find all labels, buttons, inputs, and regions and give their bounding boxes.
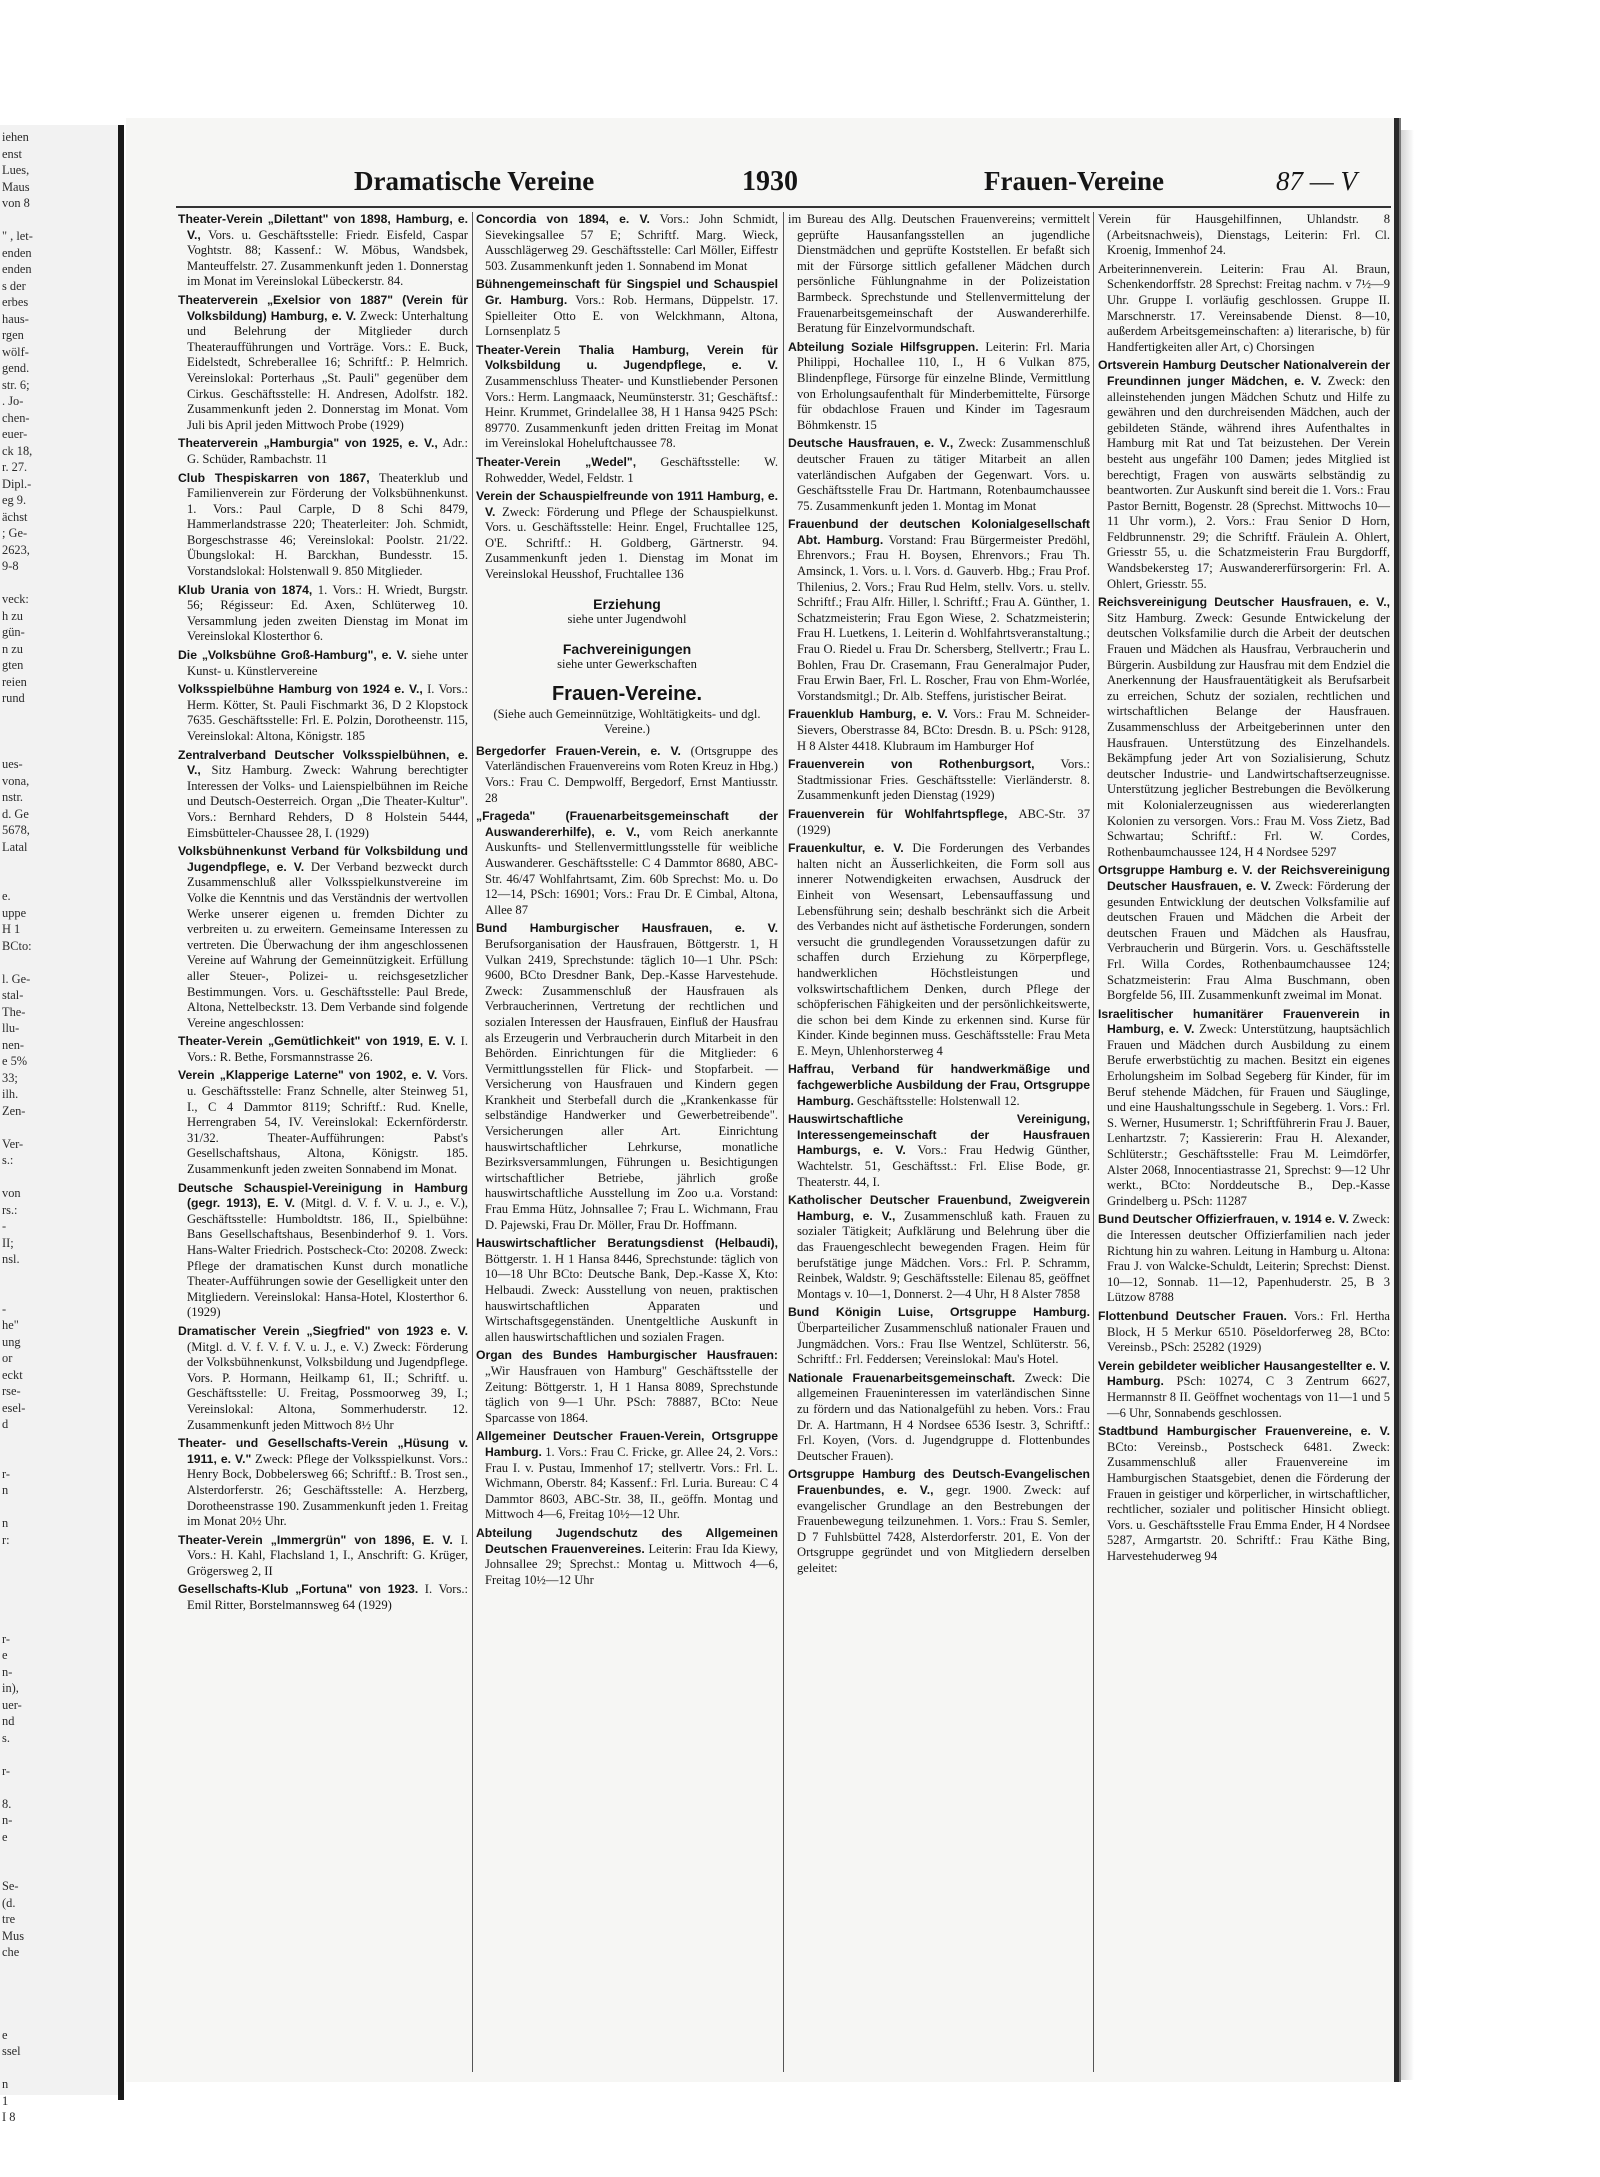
directory-entry (788, 1112, 1090, 1190)
directory-entry (788, 212, 1090, 337)
entry-text: Zweck: Die allgemeinen Fraueninteressen im vaterländischen Sinne zu fördern und das Nationalgefühl zu heben. Vors.: Frau Dr. A. Hartmann, H 4 Nordsee 6536 Isestr. 3, Schriftf.: Frl. Koyen, (Vors. d. Jugendgruppe d. Flottenbundes Deutscher Frauen). (797, 1370, 1090, 1463)
entry-text: I. Vors.: R. Bethe, Forsmannstrasse 26. (187, 1034, 468, 1064)
text-column-2 (476, 212, 778, 1591)
entry-name: Flottenbund Deutscher Frauen. (1098, 1308, 1287, 1323)
directory-entry (476, 455, 778, 486)
directory-entry (788, 841, 1090, 1059)
directory-entry (178, 436, 468, 467)
text-column-4 (1098, 212, 1390, 1567)
entry-name: Volksbühnenkunst Verband für Volksbildung und Jugendpflege, e. V. (178, 844, 468, 874)
entry-text: Verein für Hausgehilfinnen, Uhlandstr. 8 (Arbeitsnachweis), Dienstags, Leiterin: Frl. Cl. Kroenig, Immenhof 24. (1098, 212, 1390, 258)
facing-page-edge (0, 125, 118, 2124)
header-year: 1930 (742, 166, 798, 197)
entry-name: Abteilung Soziale Hilfsgruppen. (788, 339, 979, 354)
directory-entry (178, 748, 468, 842)
entry-name: Bund Deutscher Offizierfrauen, v. 1914 e. V. (1098, 1212, 1350, 1227)
header-right-title: Frauen-Vereine (984, 166, 1164, 196)
entry-name: Abteilung Jugendschutz des Allgemeinen Deutschen Frauenvereines. (476, 1525, 778, 1556)
entry-text: (Ortsgruppe des Vaterländischen Frauenvereins vom Roten Kreuz in Hbg.) Vors.: Frau C. Dempwolff, Bergedorf, Ernst Mantiusstr. 28 (485, 743, 778, 805)
entry-text: Geschäftsstelle: Holstenwall 12. (857, 1093, 1020, 1108)
entry-name: Theater-Verein „Wedel", (476, 454, 637, 469)
directory-entry (788, 807, 1090, 838)
directory-entry (476, 744, 778, 806)
column-divider (472, 212, 473, 2072)
directory-entry (788, 1467, 1090, 1576)
directory-entry (476, 212, 778, 274)
directory-entry (476, 1429, 778, 1523)
directory-entry (1098, 358, 1390, 592)
entry-text: I. Vors.: H. Kahl, Flachsland 1, I., Anschrift: G. Krüger, Grögersweg 2, II (187, 1532, 468, 1578)
book-page (126, 118, 1399, 2082)
directory-entry (1098, 863, 1390, 1003)
directory-entry (1098, 1212, 1390, 1306)
directory-entry (178, 293, 468, 433)
entry-name: Frauenverein von Rothenburgsort, (788, 757, 1035, 772)
entry-name: Ortsverein Hamburg Deutscher Nationalverein der Freundinnen junger Mädchen, e. V. (1098, 358, 1390, 388)
entry-name: Theater-Verein „Immergrün" von 1896, E. V. (178, 1532, 453, 1547)
directory-entry (178, 682, 468, 744)
text-column-1 (178, 212, 468, 1617)
directory-entry (1098, 212, 1390, 259)
entry-text: Zweck: Unterhaltung und Belehrung der Mitglieder durch Theateraufführungen und Vorträge. Vors.: E. Buck, Eidelstedt, Schreberallee 16; Schriftf.: P. Helmrich. Vereinslokal: Porterhaus „St. Pauli" gegenüber dem Cirkus. Geschäftsstelle: H. Andresen, Adolfstr. 182. Zusammenkunft jeden 2. Donnerstag im Monat. Vom Juli bis April jeden Mittwoch Probe (1929) (187, 308, 468, 432)
directory-entry (476, 1236, 778, 1345)
entry-text: gegr. 1900. Zweck: auf evangelischer Grundlage an den Bestrebungen der Frauenbewegung teilzunehmen. 1. Vors.: Frau S. Semler, D 7 Fuhlsbüttel 7428, Alsterdorferstr. 201, E. Von der Ortsgruppe gegründet und von Mitgliedern derselben geleitet: (797, 1482, 1090, 1575)
entry-text: Zweck: die Interessen deutscher Offizierfamilien nach jeder Richtung hin zu wahren. Leitung in Hamburg u. Altona: Frau J. von Walcke-Schuldt, Leiterin; Sprechst: Dienst. 10—12, Sonnab. 11—12, Papenhuderstr. 25, B 3 Lützow 8788 (1107, 1212, 1390, 1305)
entry-name: Theater-Verein „Dilettant" von 1898, Hamburg, e. V., (178, 212, 468, 242)
directory-entry (476, 489, 778, 583)
header-rule (176, 206, 1391, 208)
section-note: siehe unter Jugendwohl (567, 612, 687, 627)
directory-entry (476, 809, 778, 918)
section-title: Erziehung (593, 595, 661, 612)
entry-name: Nationale Frauenarbeitsgemeinschaft. (788, 1370, 1016, 1385)
directory-entry (178, 1533, 468, 1580)
directory-entry (788, 1193, 1090, 1302)
entry-text: Vors.: Frau M. Schneider-Sievers, Oberstrasse 84, BCto: Dresdn. B. u. PSch: 9128, H 8 Alster 4418. Klubraum im Hamburger Hof (797, 707, 1090, 753)
entry-name: Klub Urania von 1874, (178, 582, 313, 597)
entry-name: Deutsche Schauspiel-Vereinigung in Hamburg (gegr. 1913), E. V. (178, 1180, 468, 1211)
entry-name: Theater- und Gesellschafts-Verein „Hüsung v. 1911, e. V." (178, 1436, 468, 1466)
directory-entry (178, 471, 468, 580)
section-title: Fachvereinigungen (562, 640, 692, 657)
directory-entry (476, 277, 778, 339)
entry-name: Verein „Klapperige Laterne" von 1902, e. V. (178, 1068, 438, 1083)
entry-name: Allgemeiner Deutscher Frauen-Verein, Ortsgruppe Hamburg. (476, 1429, 778, 1459)
entry-text: Böttgerstr. 1. H 1 Hansa 8446, Sprechstunde: täglich von 10—18 Uhr BCto: Deutsche Bank, Dep.-Kasse X, Kto: Helbaudi. Zweck: Ausstellung von neuen, praktischen hauswirtschaftlichen Apparaten und Wirtschaftsgegenständen. Unentgeltliche Auskunft in allen hauswirtschaftlichen und sozialen Fragen. (485, 1251, 778, 1344)
entry-text: Vors.: Rob. Hermans, Düppelstr. 17. Spielleiter Otto E. von Welckhmann, Altona, Lornsenplatz 5 (485, 292, 779, 339)
directory-entry (178, 648, 468, 679)
entry-text: siehe unter Kunst- u. Künstlervereine (187, 648, 468, 678)
directory-entry (788, 1371, 1090, 1465)
entry-text: Vors. u. Geschäftsstelle: Franz Schnelle, alter Steinweg 51, I., C 4 Dammtor 8119; Schriftf.: Rud. Knelle, Herrengraben 54, IV. Vereinslokal: Eckernförderstr. 31/32. Theater-Aufführungen: Pabst's Gesellschaftshaus, Altona, Königstr. 185. Zusammenkunft jeden zweiten Sonnabend im Monat. (187, 1068, 468, 1177)
entry-name: Theaterverein „Exelsior von 1887" (Verein für Volksbildung) Hamburg, e. V. (178, 292, 468, 323)
entry-text: Zusammenschluss Theater- und Kunstliebender Personen Vors.: Herm. Langmaack, Neumünsterstr. 31; Geschäftsf.: Heinr. Krummet, Grindelallee 38, H 1 Hansa 9425 PSch: 89770. Zusammenkunft jeden dritten Freitag im Monat im Vereinslokal Hoheluftchaussee 78. (485, 373, 778, 451)
entry-name: Frauenklub Hamburg, e. V. (788, 707, 948, 722)
directory-entry (788, 517, 1090, 704)
entry-text: Vors.: Stadtmissionar Fries. Geschäftsstelle: Vierländerstr. 8. Zusammenkunft jeden Dienstag (1929) (797, 757, 1090, 803)
entry-name: Gesellschafts-Klub „Fortuna" von 1923. (178, 1582, 419, 1597)
directory-entry (788, 1062, 1090, 1109)
directory-entry (788, 707, 1090, 754)
column-divider (1093, 212, 1094, 2072)
entry-name: Organ des Bundes Hamburgischer Hausfrauen: (476, 1348, 778, 1363)
directory-entry (476, 1526, 778, 1588)
entry-name: Die „Volksbühne Groß-Hamburg", e. V. (178, 648, 408, 663)
entry-name: Club Thespiskarren von 1867, (178, 470, 370, 485)
page-number: 87 — V (1276, 166, 1357, 196)
entry-name: „Frageda" (Frauenarbeitsgemeinschaft der Auswandererhilfe), e. V., (476, 809, 778, 839)
directory-entry (788, 340, 1090, 434)
entry-text: Zweck: Förderung der gesunden Entwicklung der deutschen Volksfamilie auf deutschen Frauen und Mädchen die Arbeit der deutschen Frauen und Mädchen als Hausfrau, Verbraucherin und Bürgerin. Vors. u. Geschäftsstelle Frl. Willa Cordes, Rothenbaumchaussee 124; Schatzmeisterin: Frau Alma Buschmann, oben Borgfelde 56, III. Zusammenkunft zweimal im Monat. (1107, 878, 1390, 1003)
entry-text: Leiterin: Frl. Maria Philippi, Hochallee 110, I., H 6 Vulkan 875, Blindenpflege, Fürsorge für einzelne Blinde, Vermittlung von Erholungsaufenthalt für Minderbemittelte, Fürsorge für obdachlose Frauen und Kinder im Tagesraum Böhmkenstr. 15 (797, 339, 1090, 432)
entry-text: Zusammenschluß kath. Frauen zu sozialer Tätigkeit; Aufklärung und Belehrung über die das Frauengeschlecht bewegenden Fragen. Heim für berufstätige junge Mädchen. Vors.: Frl. P. Schramm, Reinbek, Waldstr. 9; Geschäftsstelle: Eilenau 85, geöffnet Montags v. 10—1, Donnerst. 2—4 Uhr, H 8 Alster 7858 (797, 1208, 1090, 1301)
entry-text: Leiterin: Frau Ida Kiewy, Johnsallee 29; Sprechst.: Montag u. Mittwoch 4—6, Freitag 10½—12 Uhr (485, 1541, 778, 1587)
entry-text: Sitz Hamburg. Zweck: Wahrung berechtigter Interessen der Volks- und Laienspielbühnen im Reiche und Deutsch-Oesterreich. Organ „Die Theater-Kultur". Vors.: Bernhard Rehders, D 8 Holstein 5444, Eimsbütteler-Chaussee 28, I. (1929) (187, 763, 468, 840)
section-fachvereinigungen (476, 642, 778, 673)
entry-name: Haffrau, Verband für handwerkmäßige und fachgewerbliche Ausbildung der Frau, Ortsgruppe Hamburg. (788, 1062, 1090, 1108)
entry-text: Geschäftsstelle: W. Rohwedder, Wedel, Feldstr. 1 (485, 454, 778, 485)
directory-entry (178, 844, 468, 1031)
running-header (126, 166, 1394, 204)
directory-entry (476, 343, 778, 452)
directory-entry (1098, 1424, 1390, 1564)
column-divider (783, 212, 784, 2072)
entry-text: Arbeiterinnenverein. Leiterin: Frau Al. Braun, Schenkendorffstr. 28 Sprechst: Freitag nachm. v 7½—9 Uhr. Gruppe I. vorläufig geschlossen. Gruppe II. Marschnerstr. 17. Vereinsabende Dienst. 8—10, außerdem Arbeitsgemeinschaften: a) literarische, b) für Handfertigkeiten aller Art, c) Chorsingen (1098, 261, 1390, 354)
entry-name: Theater-Verein Thalia Hamburg, Verein für Volksbildung u. Jugendpflege, e. V. (476, 342, 778, 373)
entry-name: Bergedorfer Frauen-Verein, e. V. (476, 743, 681, 758)
directory-entry (178, 583, 468, 645)
directory-entry (1098, 1007, 1390, 1210)
entry-text: Zweck: Unterstützung, hauptsächlich Frauen und Mädchen durch Ausbildung zu einem Berufe erwerbstüchtig zu machen. Besitzt ein eigenes Erholungsheim im Solbad Segeberg für Kinder, für im Beruf stehende Mädchen, für Frauen und Säuglinge, und eine Haushaltungsschule in Segeberg. 1. Vors.: Frl. S. Werner, Husumerstr. 1; Schriftführerin Frau J. Bauer, Lenhartzstr. 7; Kassiererin: Frau H. Alexander, Schlüterstr.; Geschäftsstelle: Frau M. Leimdörfer, Alster 2068, Innocentiastrasse 21, Sprechst: 9—12 Uhr werkt., BCto: Norddeutsche B., Dep.-Kasse Grindelberg u. PSch: 11287 (1107, 1022, 1390, 1208)
entry-text: PSch: 10274, C 3 Zentrum 6627, Hermannstr 8 II. Geöffnet wochentags von 11—1 und 5—6 Uhr, Sonnabends geschlossen. (1107, 1374, 1390, 1420)
section-heading-frauen-vereine: Frauen-Vereine. (551, 683, 703, 706)
entry-name: Stadtbund Hamburgischer Frauenvereine, e. V. (1098, 1424, 1390, 1439)
entry-name: Theaterverein „Hamburgia" von 1925, e. V., (178, 436, 438, 451)
entry-name: Ortsgruppe Hamburg e. V. der Reichsvereinigung Deutscher Hausfrauen, e. V. (1098, 863, 1390, 893)
entry-text: I. Vors.: Emil Ritter, Borstelmannsweg 64 (1929) (187, 1582, 468, 1613)
entry-text: Vors.: Frau Hedwig Günther, Wachtelstr. 51, Geschäftsst.: Frl. Elise Bode, gr. Theaterstr. 44, I. (797, 1143, 1090, 1189)
directory-entry (178, 1034, 468, 1065)
entry-text: Zweck: Zusammenschluß deutscher Frauen zu tätiger Mitarbeit an allen vaterländischen Aufgaben der Gegenwart. Vors. u. Geschäftsstelle Frau Dr. Hartmann, Rotenbaumchaussee 75. Zusammenkunft jeden 1. Montag im Monat (797, 436, 1090, 513)
entry-text: Theaterklub und Familienverein zur Förderung der Volksbühnenkunst. 1. Vors.: Paul Carple, D 8 Schi 8479, Hammerlandstrasse 220; Theaterleiter: Joh. Schmidt, Borgeschstrasse 46; Vereinslokal: Poolstr. 21/22. Übungslokal: H. Barckhan, Bundesstr. 15. Vorstandslokal: Holstenwall 9. 850 Mitglieder. (187, 470, 468, 579)
entry-text: Überparteilicher Zusammenschluß nationaler Frauen und Jungmädchen. Vors.: Frau Ilse Wentzel, Schlüterstr. 56, Schriftf.: Frl. Feddersen; Vereinslokal: Mau's Hotel. (797, 1320, 1090, 1367)
entry-text: Adr.: G. Schüder, Rambachstr. 11 (187, 436, 468, 466)
entry-text: Vorstand: Frau Bürgermeister Predöhl, Ehrenvors.; Frau H. Boysen, Ehrenvors.; Frau Th. Amsinck, 1. Vors. u. l. Vors. d. Gauverb. Hbg.; Frau Prof. Thilenius, 2. Vors.; Frau Rud Helm, stellv. Vors. u. stellv. Schriftf.; Frau Alfr. Hiller, l. Schriftf.; Frau A. Günther, 1. Schatzmeisterin; Frau Egon Wiese, 2. Schatzmeisterin; Frau H. Luetkens, 1. Leiterin d. Wohlfahrtsveranstaltung.; Frau O. Riedel u. Frau Dr. Schersberg, Stellvertr.; Frau L. Bohlen, Frau Dr. Crasemann, Frau Generalmajor Puder, Frau Erwin Baer, Frl. L. Roscher, Frau von Ehm-Worlée, Vorstandsmitgl.; Dr. Alb. Steffens, juristischer Beirat. (797, 532, 1090, 703)
entry-name: Concordia von 1894, e. V. (476, 212, 650, 226)
directory-entry (1098, 1309, 1390, 1356)
entry-text: Vors. u. Geschäftsstelle: Friedr. Eisfeld, Caspar Voghtstr. 88; Kassenf.: W. Möbus, Wandsbek, Manteuffelstr. 27. Zusammenkunft jeden 1. Donnerstag im Monat im Vereinslokal Lübeckerstr. 84. (187, 227, 468, 289)
entry-text: Zweck: Förderung und Pflege der Schauspielkunst. Vors. u. Geschäftsstelle: Heinr. Engel, Fruchtallee 125, O'E. Schriftf.: H. Goldberg, Gärtnerstr. 94. Zusammenkunft jeden 1. Dienstag im Monat im Vereinslokal Heusshof, Fruchtallee 136 (485, 504, 778, 582)
directory-entry (178, 1068, 468, 1177)
entry-text: Berufsorganisation der Hausfrauen, Böttgerstr. 1, H Vulkan 2419, Sprechstunde: täglich 10—1 Uhr. PSch: 9600, BCto Dresdner Bank, Dep.-Kasse Harvestehude. Zweck: Zusammenschluß der Hausfrauen als Verbraucherinnen, Vertretung der rechtlichen und sozialen Interessen der Hausfrauen, Einfluß der Hausfrau als Erzeugerin und Verbraucherin durch Mitarbeit in den Behörden. Einrichtungen für die Mitglieder: 6 Vermittlungsstellen für Flick- und Stopfarbeit. — Versicherung von Hausfrauen und Kindern gegen Krankheit und Sterbefall durch die „Krankenkasse für selbständige Handwerker und Gewerbetreibende". Versicherungen aller Art. Einrichtung hauswirtschaftlicher Lehrkurse, monatliche Bezirksversammlungen, Führungen u. Besichtigungen wirtschaftlicher Betriebe, jährlich große hauswirtschaftliche Ausstellung im Zoo u.a. Vorstand: Frau Emma Hütz, Johnsallee 7; Frau L. Wichmann, Frau D. Pajewski, Frau Dr. Möller, Frau Dr. Hoffmann. (485, 936, 778, 1232)
directory-entry (178, 212, 468, 290)
directory-entry (178, 1582, 468, 1613)
entry-text: 1. Vors.: H. Wriedt, Burgstr. 56; Régisseur: Ed. Axen, Schlüterweg 10. Versammlung jeden zweiten Dienstag im Monat im Vereinslokal Klosterthor 6. (187, 582, 468, 644)
section-heading-note: (Siehe auch Gemeinnützige, Wohltätigkeits- und dgl. Vereine.) (493, 706, 761, 737)
entry-name: Reichsvereinigung Deutscher Hausfrauen, e. V., (1098, 595, 1390, 610)
entry-name: Zentralverband Deutscher Volksspielbühnen, e. V., (178, 747, 468, 778)
directory-entry (788, 757, 1090, 804)
directory-entry (178, 1181, 468, 1321)
directory-entry (476, 921, 778, 1233)
entry-name: Volksspielbühne Hamburg von 1924 e. V., (178, 682, 423, 697)
entry-name: Frauenkultur, e. V. (788, 841, 904, 856)
entry-text: Zweck: Pflege der Volksspielkunst. Vors.: Henry Bock, Dobbelersweg 66; Schriftf.: B. Trost sen., Alsterdorferstr. 26; Geschäftsstelle: A. Herzberg, Dorotheenstrasse 190. Zusammenkunft jeden 1. Freitag im Monat 20½ Uhr. (187, 1451, 468, 1529)
entry-name: Frauenbund der deutschen Kolonialgesellschaft Abt. Hamburg. (788, 517, 1090, 547)
entry-text: Sitz Hamburg. Zweck: Gesunde Entwickelung der deutschen Volksfamilie durch die Arbeit der deutschen Frauen und Mädchen als Hausfrau, Verbraucherin und Bürgerin. Ausbildung zur Hausfrau mit dem Endziel die Anerkennung der Hausfrauentätigkeit als Berufsarbeit zu erreichen, Schutz der sozialen, rechtlichen und wirtschaftlichen Belange der Hausfrauen. Zusammenschluss der Arbeitgeberinnen unter den Hausfrauen. Unterstützung des Einzelhandels. Bekämpfung jeder Art von Sozialisierung, Schutz deutscher Industrie- und Landwirtschaftserzeugnisse. Unterstützung jeglicher Bestrebungen die Bevölkerung mit Kolonialerzeugnissen aus wiedererlangten Kolonien zu versorgen. Vors.: Frau M. Voss Zietz, Bad Schwartau; Schriftf.: Frl. W. Cordes, Rothenbaumchaussee 124, H 4 Nordsee 5297 (1107, 610, 1390, 859)
entry-text: 1. Vors.: Frau C. Fricke, gr. Allee 24, 2. Vors.: Frau I. v. Pustau, Immenhof 17; stellvertr. Vors.: Frl. L. Wichmann, Oberstr. 84; Kassenf.: Frl. Luria. Bureau: C 4 Dammtor 8603, ABC-Str. 38, II., geöffn. Montag und Mittwoch 4—6, Freitag 10½—12 Uhr. (485, 1444, 778, 1522)
text-column-3 (788, 212, 1090, 1579)
book-spine (118, 125, 124, 2100)
directory-entry (178, 1324, 468, 1433)
directory-entry (788, 1305, 1090, 1367)
entry-name: Israelitischer humanitärer Frauenverein in Hamburg, e. V. (1098, 1006, 1390, 1037)
entry-name: Frauenverein für Wohlfahrtspflege, (788, 806, 1008, 821)
entry-text: ABC-Str. 37 (1929) (797, 806, 1090, 837)
entry-name: Dramatischer Verein „Siegfried" von 1923 e. V. (178, 1323, 468, 1338)
directory-entry (1098, 1359, 1390, 1421)
entry-name: Hauswirtschaftlicher Beratungsdienst (Helbaudi), (476, 1236, 778, 1251)
entry-text: Der Verband bezweckt durch Zusammenschluß aller Volksspielkunstvereine im Volke die Kenntnis und das Verständnis der wertvollen Werke unserer eigenen u. fremden Dichter zu verbreiten u. zu erweitern. Gemeinsame Interessen zu vertreten. Die Überwachung der ihm angeschlossenen Vereine auf Wahrung der Gemeinnützigkeit. Erfüllung aller Steuer-, Polizei- u. reichsgesetzlicher Bestimmungen. Vors. u. Geschäftsstelle: Paul Brede, Altona, Nettelbeckstr. 13. Dem Verbande sind folgende Vereine angeschlossen: (187, 859, 468, 1030)
entry-name: Bund Königin Luise, Ortsgruppe Hamburg. (788, 1305, 1090, 1320)
directory-entry (178, 1436, 468, 1530)
entry-text: Zweck: den alleinstehenden jungen Mädchen Schutz und Hilfe zu gewähren und den durchreisenden Mädchen, auch der gebildeten Stände, während ihres Aufenthaltes in Hamburg mit Rat und Tat beizustehen. Der Verein besteht aus ungefähr 100 Damen; jedes Mitglied ist berechtigt, Fragen von auswärts selbständig zu beantworten. Zur Auskunft sind bereit die 1. Vors.: Frau Pastor Bernitt, Bogenstr. 28 (Sprechst. Mittwochs 10—11 Uhr vorm.), 2. Vors.: Frau Senior D Horn, Feldbrunnenstr. 29; die Schriftf. Fräulein A. Ohlert, Griesstr 55, u. die Schatzmeisterin Frau Burgdorff, Wandsbekersteg 17; Auswandererfürsorgerin: Frl. A. Ohlert, Griesstr. 55. (1107, 373, 1390, 591)
entry-text: „Wir Hausfrauen von Hamburg" Geschäftsstelle der Zeitung: Böttgerstr. 1, H 1 Hansa 8089, Sprechstunde täglich von 9—1 Uhr. PSch: 78887, BCto: Neue Sparcasse von 1864. (485, 1363, 778, 1425)
entry-name: Hauswirtschaftliche Vereinigung, Interessengemeinschaft der Hausfrauen Hamburgs, e. V. (788, 1112, 1090, 1158)
entry-name: Bund Hamburgischer Hausfrauen, e. V. (476, 921, 778, 936)
entry-text: I. Vors.: Herm. Kötter, St. Pauli Fischmarkt 36, D 2 Klopstock 7635. Geschäftsstelle: Frl. E. Polzin, Dorotheenstr. 115, Vereinslokal: Altona, Königstr. 185 (187, 682, 468, 743)
directory-entry (788, 436, 1090, 514)
directory-entry (1098, 262, 1390, 356)
entry-name: Bühnengemeinschaft für Singspiel und Schauspiel Gr. Hamburg. (476, 277, 778, 307)
entry-name: Verein der Schauspielfreunde von 1911 Hamburg, e. V. (476, 489, 778, 519)
entry-text: (Mitgl. d. V. f. V. f. V. u. J., e. V.) Zweck: Förderung der Volksbühnenkunst, Volksbildung und Jugendpflege. Vors. P. Hormann, Heilkamp 61, II.; Schriftf. u. Geschäftsstelle: U. Freitag, Possmoorweg 39, I.; Vereinslokal: Altona, Sommerhuderstr. 12. Zusammenkunft jeden Mittwoch 8½ Uhr (187, 1339, 468, 1432)
section-note: siehe unter Gewerkschaften (557, 657, 697, 672)
facing-page-fragment: iehen enst Lues, Maus von 8 " , let- enden enden s der erbes haus- rgen wölf- gend. str. 6; . Jo- chen- euer- ck 18, r. 27. Dipl.- eg 9. ächst ; Ge- 2623, 9-8 veck: h zu gün- n zu gten reien rund ues- vona, nstr. d. Ge 5678, Latal e. uppe H 1 BCto: l. Ge- stal- The- llu- nen- e 5% 33; ilh. Zen- Ver- s.: von rs.: - II; nsl. - he" ung or eckt rse- esel- d r- n n r: r- e n- in), uer- nd s. r- 8. n- e Se- (d. tre Mus che e ssel n 1 I 8 (2, 130, 33, 2124)
entry-name: Deutsche Hausfrauen, e. V., (788, 436, 954, 451)
entry-text: Vors.: Frl. Hertha Block, H 5 Merkur 6510. Pöseldorferweg 28, BCto: Vereinsb., PSch: 25282 (1929) (1107, 1308, 1390, 1355)
header-left-title: Dramatische Vereine (354, 166, 595, 196)
entry-name: Katholischer Deutscher Frauenbund, Zweigverein Hamburg, e. V., (788, 1193, 1090, 1223)
directory-entry (1098, 595, 1390, 860)
entry-name: Verein gebildeter weiblicher Hausangestellter e. V. Hamburg. (1098, 1358, 1390, 1389)
entry-name: Ortsgruppe Hamburg des Deutsch-Evangelischen Frauenbundes, e. V., (788, 1467, 1090, 1497)
entry-name: Theater-Verein „Gemütlichkeit" von 1919, E. V. (178, 1034, 456, 1049)
entry-text: BCto: Vereinsb., Postscheck 6481. Zweck: Zusammenschluß aller Frauenvereine im Hamburgischen Staatsgebiet, denen die Förderung der Frauen in geistiger und körperlicher, in wirtschaftlicher, rechtlicher, sozialer und politischer Hinsicht obliegt. Vors. u. Geschäftsstelle Frau Emma Ender, H 4 Nordsee 5287, Armgartstr. 20. Schriftf.: Frau Käthe Bing, Harvestehuderweg 94 (1107, 1439, 1390, 1563)
section-erziehung (476, 597, 778, 628)
entry-text: im Bureau des Allg. Deutschen Frauenvereins; vermittelt geprüfte Hausanfangsstellen an jugendliche Dienstmädchen und geprüfte Koststellen. Er befaßt sich mit der Fürsorge sittlich gefallener Mädchen durch persönliche Fühlungnahme in der Polizeistation Barmbeck. Sprechstunde und Stellenvermittelung der Frauenarbeitsgemeinschaft der Auswandererhilfe. Beratung für Einzelvormundschaft. (788, 212, 1090, 336)
entry-text: (Mitgl. d. V. f. V. u. J., e. V.), Geschäftsstelle: Humboldtstr. 186, II., Spielbühne: Bans Gesellschaftshaus, Besenbinderhof 9. 1. Vors. Hans-Walter Friedrich. Postscheck-Cto: 20208. Zweck: Pflege der dramatischen Kunst durch monatliche Theater-Aufführungen sowie der Geselligkeit unter den Mitgliedern. Vereinslokal: Hansa-Hotel, Klosterthor 6. (1929) (187, 1196, 468, 1320)
directory-entry (476, 1348, 778, 1426)
entry-text: vom Reich anerkannte Auskunfts- und Stellenvermittlungsstelle für weibliche Auswanderer. Geschäftsstelle: C 4 Dammtor 8680, ABC-Str. 46/47 Wohlfahrtsamt, Zim. 60b Sprechst: Mo. u. Do 12—14, PSch: 16901; Vors.: Frau Dr. E Cimbal, Altona, Allee 87 (485, 824, 778, 917)
entry-text: Vors.: John Schmidt, Sievekingsallee 57 E; Schriftf. Marg. Wieck, Ausschlägerweg 29. Geschäftsstelle: Carl Möller, Eiffestr 503. Zusammenkunft jeden 1. Sonnabend im Monat (485, 212, 778, 273)
entry-text: Die Forderungen des Verbandes halten nicht an Äusserlichkeiten, die Form soll aus innerer Notwendigkeiten erwachsen, Ausdruck der Einheit von Wesensart, Lebensauffassung und Lebensführung sein; deshalb beschränkt sich die Arbeit des Verbandes nicht auf ästhetische Forderungen, sondern versucht die grundlegenden Voraussetzungen dafür zu schaffen durch Erziehung zu Körperpflege, handwerklichen Höchstleistungen und volkswirtschaftlichem Denken, durch Pflege der schöpferischen Fähigkeiten und der persönlichkeitswerte, die schon bei dem Kinde zu erkennen sind. Kurse für Kinder. Kinde beginnen muss. Geschäftsstelle: Frau Meta E. Meyn, Uhlenhorsterweg 4 (797, 841, 1090, 1058)
